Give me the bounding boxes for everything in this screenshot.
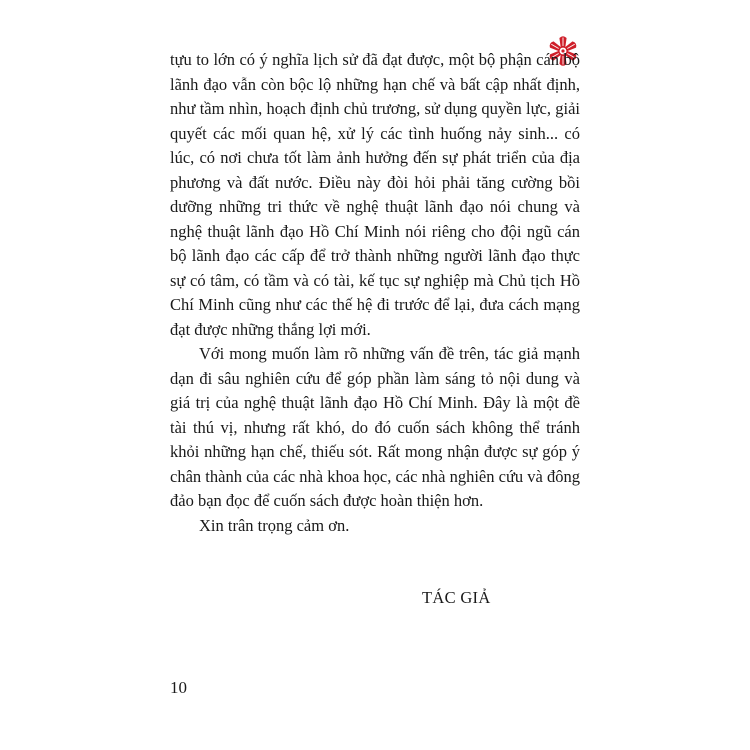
author-signature: TÁC GIẢ [422,588,491,607]
paragraph-continued: tựu to lớn có ý nghĩa lịch sử đã đạt được, một bộ phận cán bộ lãnh đạo vẫn còn bộc lộ những hạn chế và bất cập nhất định, như tầm nhìn, hoạch định chủ trương, sử dụng quyền lực, giải quyết các mối quan hệ, xử lý các tình huống nảy sinh... có lúc, có nơi chưa tốt làm ảnh hưởng đến sự phát triển của địa phương và đất nước. Điều này đòi hỏi phải tăng cường bồi dưỡng những tri thức về nghệ thuật lãnh đạo nói chung và nghệ thuật lãnh đạo Hồ Chí Minh nói riêng cho đội ngũ cán bộ lãnh đạo các cấp để trở thành những người lãnh đạo thực sự có tâm, có tầm và có tài, kế tục sự nghiệp mà Chủ tịch Hồ Chí Minh cũng như các thế hệ đi trước để lại, đưa cách mạng đạt được những thắng lợi mới. [170,50,580,339]
page-number: 10 [170,678,187,697]
paragraph-thanks: Xin trân trọng cảm ơn. [199,515,350,535]
page-body [170,48,580,538]
paragraph-intent: Với mong muốn làm rõ những vấn đề trên, tác giả mạnh dạn đi sâu nghiên cứu để góp phần làm sáng tỏ nội dung và giá trị của nghệ thuật lãnh đạo Hồ Chí Minh. Đây là một đề tài thú vị, nhưng rất khó, do đó cuốn sách không thể tránh khỏi những hạn chế, thiếu sót. Rất mong nhận được sự góp ý chân thành của các nhà khoa học, các nhà nghiên cứu và đông đảo bạn đọc để cuốn sách được hoàn thiện hơn. [170,344,580,510]
